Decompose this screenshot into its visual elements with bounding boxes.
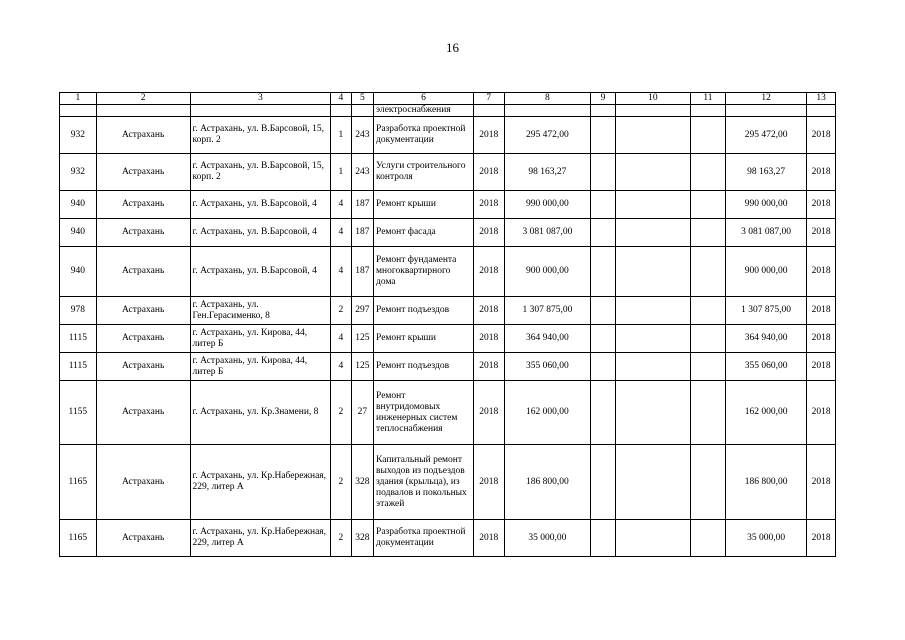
cell-year-end: 2018 <box>807 247 836 297</box>
column-header: 2 <box>96 93 190 105</box>
cell-col9 <box>591 247 615 297</box>
cell-city: Астрахань <box>96 325 190 353</box>
cell-col9 <box>591 325 615 353</box>
cell-number: 932 <box>60 117 97 154</box>
cell-number: 1165 <box>60 520 97 557</box>
cell-city: Астрахань <box>96 247 190 297</box>
cell-amount: 1 307 875,00 <box>504 297 591 325</box>
cell-col11 <box>691 154 726 191</box>
table-row <box>60 117 836 154</box>
cell-address: г. Астрахань, ул. Кирова, 44, литер Б <box>190 325 331 353</box>
cell-col10 <box>615 353 690 381</box>
cell-amount: 990 000,00 <box>504 191 591 219</box>
cell-col4: 2 <box>331 520 351 557</box>
cell-number: 940 <box>60 219 97 247</box>
cell-total: 355 060,00 <box>725 353 807 381</box>
cell-address: г. Астрахань, ул. В.Барсовой, 4 <box>190 247 331 297</box>
cell-col5: 27 <box>351 381 373 445</box>
cell-col11 <box>691 117 726 154</box>
cell-number: 932 <box>60 154 97 191</box>
cell-year: 2018 <box>473 520 504 557</box>
cell-year-end: 2018 <box>807 445 836 520</box>
cell-col4: 4 <box>331 247 351 297</box>
cell-work-type: Ремонт фасада <box>374 219 474 247</box>
cell-col10 <box>615 154 690 191</box>
cell-address: г. Астрахань, ул. Ген.Герасименко, 8 <box>190 297 331 325</box>
cell-amount: 35 000,00 <box>504 520 591 557</box>
cell-col9 <box>591 381 615 445</box>
cell-address: г. Астрахань, ул. В.Барсовой, 4 <box>190 219 331 247</box>
cell-city: Астрахань <box>96 520 190 557</box>
cell-year: 2018 <box>473 297 504 325</box>
cell-year: 2018 <box>473 154 504 191</box>
cell-col5: 125 <box>351 353 373 381</box>
cell-city: Астрахань <box>96 445 190 520</box>
cell-col10 <box>615 191 690 219</box>
cell-amount: 98 163,27 <box>504 154 591 191</box>
cell-number: 940 <box>60 247 97 297</box>
cell-col4: 2 <box>331 297 351 325</box>
cell-city: Астрахань <box>96 297 190 325</box>
cell-year-end: 2018 <box>807 325 836 353</box>
cell-city: Астрахань <box>96 117 190 154</box>
table-row <box>60 381 836 445</box>
cell-col9 <box>591 154 615 191</box>
cell-year-end: 2018 <box>807 520 836 557</box>
cell-number: 940 <box>60 191 97 219</box>
cell-address: г. Астрахань, ул. Кр.Набережная, 229, литер А <box>190 520 331 557</box>
column-header: 7 <box>473 93 504 105</box>
cell-col9 <box>591 117 615 154</box>
column-header: 10 <box>615 93 690 105</box>
cell-year-end: 2018 <box>807 381 836 445</box>
cell-address: г. Астрахань, ул. Кр.Набережная, 229, литер А <box>190 445 331 520</box>
table-row <box>60 353 836 381</box>
cell-col11 <box>691 445 726 520</box>
column-header: 11 <box>691 93 726 105</box>
cell-col5: 187 <box>351 219 373 247</box>
cell-amount: 364 940,00 <box>504 325 591 353</box>
table-row <box>60 520 836 557</box>
cell-col11 <box>691 325 726 353</box>
cell-col10 <box>615 247 690 297</box>
cell-amount: 900 000,00 <box>504 247 591 297</box>
cell-year: 2018 <box>473 219 504 247</box>
cell-col10 <box>615 325 690 353</box>
header-row <box>60 93 836 105</box>
cell-col4: 1 <box>331 117 351 154</box>
cell-col4: 2 <box>331 381 351 445</box>
cell-total: 98 163,27 <box>725 154 807 191</box>
cell-col9 <box>591 297 615 325</box>
page-number: 16 <box>446 40 459 55</box>
column-header: 12 <box>725 93 807 105</box>
cell-city: Астрахань <box>96 191 190 219</box>
cell-col5: 187 <box>351 247 373 297</box>
cell-year-end: 2018 <box>807 191 836 219</box>
cell-col11 <box>691 381 726 445</box>
cell-address: г. Астрахань, ул. В.Барсовой, 15, корп. 2 <box>190 154 331 191</box>
cell-total: 364 940,00 <box>725 325 807 353</box>
cell-col9 <box>591 445 615 520</box>
cell-total: 1 307 875,00 <box>725 297 807 325</box>
cell-address: г. Астрахань, ул. Кирова, 44, литер Б <box>190 353 331 381</box>
cell-number: 978 <box>60 297 97 325</box>
table-row <box>60 297 836 325</box>
cell-work-type: Разработка проектной документации <box>374 117 474 154</box>
cell-work-type: Ремонт крыши <box>374 325 474 353</box>
cell-city: Астрахань <box>96 219 190 247</box>
cell-amount: 295 472,00 <box>504 117 591 154</box>
column-header: 13 <box>807 93 836 105</box>
cell-col5: 328 <box>351 445 373 520</box>
cell-col5: 125 <box>351 325 373 353</box>
cell-work-type: Услуги строительного контроля <box>374 154 474 191</box>
cell-work-type: Разработка проектной документации <box>374 520 474 557</box>
cell-year: 2018 <box>473 191 504 219</box>
cell-number: 1165 <box>60 445 97 520</box>
cell-col5: 187 <box>351 191 373 219</box>
cell-year-end: 2018 <box>807 219 836 247</box>
cell-work-type: Ремонт подъездов <box>374 353 474 381</box>
cell-total: 3 081 087,00 <box>725 219 807 247</box>
cell-col9 <box>591 219 615 247</box>
cell-total: 162 000,00 <box>725 381 807 445</box>
cell-city: Астрахань <box>96 353 190 381</box>
cell-col11 <box>691 191 726 219</box>
cell-col4: 1 <box>331 154 351 191</box>
cell-total: 295 472,00 <box>725 117 807 154</box>
cell-col5: 243 <box>351 154 373 191</box>
cell-year: 2018 <box>473 117 504 154</box>
cell-year: 2018 <box>473 325 504 353</box>
cell-number: 1115 <box>60 353 97 381</box>
continuation-text: электроснабжения <box>374 105 474 117</box>
cell-work-type: Капитальный ремонт выходов из подъездов здания (крыльца), из подвалов и покольных этажей <box>374 445 474 520</box>
cell-col9 <box>591 353 615 381</box>
cell-col10 <box>615 381 690 445</box>
cell-amount: 162 000,00 <box>504 381 591 445</box>
cell-col11 <box>691 247 726 297</box>
cell-year: 2018 <box>473 381 504 445</box>
cell-year-end: 2018 <box>807 117 836 154</box>
cell-address: г. Астрахань, ул. В.Барсовой, 15, корп. 2 <box>190 117 331 154</box>
cell-col5: 328 <box>351 520 373 557</box>
table-row <box>60 154 836 191</box>
table-row <box>60 445 836 520</box>
cell-col10 <box>615 297 690 325</box>
cell-total: 990 000,00 <box>725 191 807 219</box>
cell-col4: 2 <box>331 445 351 520</box>
table-row <box>60 191 836 219</box>
cell-number: 1155 <box>60 381 97 445</box>
column-header: 3 <box>190 93 331 105</box>
cell-col9 <box>591 191 615 219</box>
column-header: 1 <box>60 93 97 105</box>
cell-work-type: Ремонт фундамента многоквартирного дома <box>374 247 474 297</box>
column-header: 6 <box>374 93 474 105</box>
cell-year: 2018 <box>473 247 504 297</box>
cell-number: 1115 <box>60 325 97 353</box>
cell-total: 900 000,00 <box>725 247 807 297</box>
column-header: 8 <box>504 93 591 105</box>
table-row <box>60 219 836 247</box>
cell-year-end: 2018 <box>807 353 836 381</box>
cell-col10 <box>615 219 690 247</box>
cell-year-end: 2018 <box>807 154 836 191</box>
cell-col10 <box>615 445 690 520</box>
cell-col11 <box>691 520 726 557</box>
cell-amount: 186 800,00 <box>504 445 591 520</box>
cell-amount: 3 081 087,00 <box>504 219 591 247</box>
cell-address: г. Астрахань, ул. Кр.Знамени, 8 <box>190 381 331 445</box>
cell-col9 <box>591 520 615 557</box>
cell-col10 <box>615 520 690 557</box>
cell-total: 35 000,00 <box>725 520 807 557</box>
continuation-row <box>60 105 836 117</box>
cell-col4: 4 <box>331 191 351 219</box>
cell-col4: 4 <box>331 325 351 353</box>
column-header: 9 <box>591 93 615 105</box>
cell-col4: 4 <box>331 353 351 381</box>
cell-city: Астрахань <box>96 154 190 191</box>
cell-work-type: Ремонт подъездов <box>374 297 474 325</box>
column-header: 4 <box>331 93 351 105</box>
cell-year: 2018 <box>473 353 504 381</box>
table-row <box>60 247 836 297</box>
data-table <box>59 92 836 557</box>
cell-work-type: Ремонт внутридомовых инженерных систем теплоснабжения <box>374 381 474 445</box>
cell-total: 186 800,00 <box>725 445 807 520</box>
cell-amount: 355 060,00 <box>504 353 591 381</box>
cell-col4: 4 <box>331 219 351 247</box>
cell-address: г. Астрахань, ул. В.Барсовой, 4 <box>190 191 331 219</box>
column-header: 5 <box>351 93 373 105</box>
cell-city: Астрахань <box>96 381 190 445</box>
cell-year-end: 2018 <box>807 297 836 325</box>
cell-col11 <box>691 297 726 325</box>
cell-col11 <box>691 219 726 247</box>
cell-col5: 297 <box>351 297 373 325</box>
cell-col11 <box>691 353 726 381</box>
cell-col10 <box>615 117 690 154</box>
table-row <box>60 325 836 353</box>
cell-work-type: Ремонт крыши <box>374 191 474 219</box>
cell-col5: 243 <box>351 117 373 154</box>
cell-year: 2018 <box>473 445 504 520</box>
